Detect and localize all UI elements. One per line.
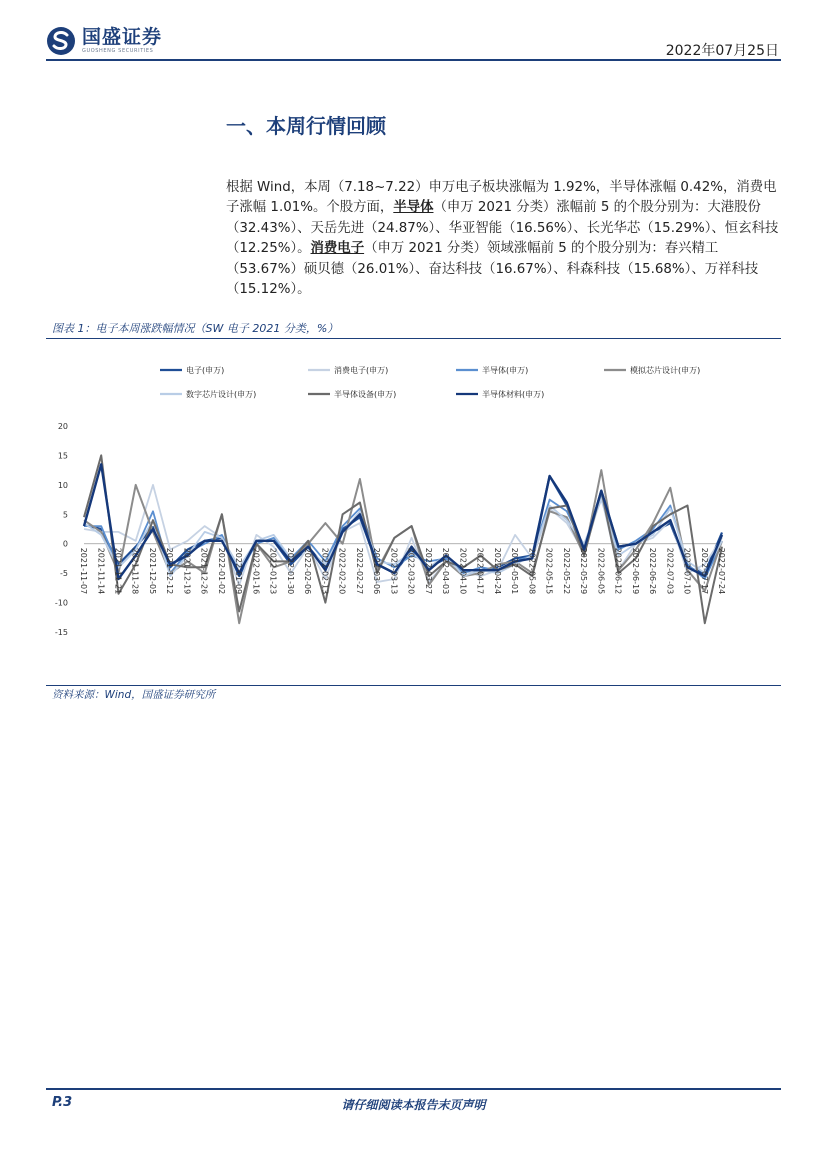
line-chart [46,350,781,680]
y-tick-label: -5 [60,569,68,579]
figure-title: 图表 1：电子本周涨跌幅情况（SW 电子 2021 分类，%） [52,322,339,335]
keyword-consumer-electronics: 消费电子 [310,241,365,257]
x-tick-label: 2022-06-05 [596,547,606,595]
x-tick-label: 2022-03-06 [372,547,382,595]
report-date: 2022年07月25日 [665,43,779,59]
x-tick-label: 2022-06-12 [613,547,623,595]
brand-name: 国盛证券 [82,26,163,48]
x-tick-label: 2022-07-10 [682,547,692,595]
x-tick-label: 2021-11-28 [130,547,140,595]
brand-logo [46,26,162,56]
header-divider [46,59,781,61]
x-tick-label: 2022-04-10 [458,547,468,595]
legend-label: 半导体(申万) [482,366,529,375]
paragraph-part-2: （申万 2021 分类）涨幅前 5 的个股分别为：大港股份（32.43%）、天岳先进（24.87%）、华亚智能（16.56%）、长光华芯（15.29%）、恒玄科技（12.25%）。 [226,200,779,257]
legend-label: 模拟芯片设计(申万) [630,366,701,375]
x-tick-label: 2022-03-27 [423,547,433,595]
series-line [84,485,722,585]
x-tick-label: 2022-05-22 [561,547,571,595]
x-tick-label: 2022-01-23 [268,547,278,595]
x-tick-label: 2022-06-26 [648,547,658,595]
x-tick-label: 2021-12-19 [182,547,192,595]
x-tick-label: 2022-01-16 [251,547,261,595]
legend-label: 电子(申万) [186,366,225,375]
figure-top-divider [46,338,781,339]
y-tick-label: 10 [57,480,68,490]
x-tick-label: 2022-04-24 [492,547,502,595]
x-tick-label: 2021-12-26 [199,547,209,595]
y-tick-label: 15 [57,451,68,461]
section-title: 一、本周行情回顾 [226,114,386,138]
y-tick-label: -10 [54,598,68,608]
x-tick-label: 2022-02-06 [303,547,313,595]
series-line [84,500,722,576]
x-tick-label: 2022-07-24 [717,547,726,595]
x-tick-label: 2022-06-19 [630,547,640,595]
x-tick-label: 2022-04-03 [441,547,451,595]
legend-label: 半导体材料(申万) [482,390,545,399]
paragraph-part-3: （申万 2021 分类）领域涨幅前 5 的个股分别为：春兴精工（53.67%）硕贝德（26.01%）、奋达科技（16.67%）、科森科技（15.68%）、万祥科技（15.12%）。 [226,241,759,298]
footer-divider [46,1088,781,1090]
x-tick-label: 2022-01-30 [285,547,295,595]
logo-mark-icon [46,26,76,56]
y-tick-label: 0 [62,539,68,549]
legend-label: 数字芯片设计(申万) [186,390,257,399]
x-tick-label: 2022-07-17 [699,547,709,595]
body-paragraph [226,178,782,300]
legend-label: 消费电子(申万) [334,366,389,375]
x-tick-label: 2022-05-01 [510,547,520,595]
paragraph-part-1: 根据 Wind，本周（7.18~7.22）申万电子板块涨幅为 1.92%，半导体涨幅 0.42%，消费电子涨幅 1.01%。个股方面， [226,180,777,216]
x-tick-label: 2021-11-21 [113,547,123,595]
y-tick-label: -15 [54,628,68,637]
x-tick-label: 2022-03-13 [389,547,399,595]
x-tick-label: 2022-05-29 [579,547,589,595]
disclaimer-note: 请仔细阅读本报告末页声明 [341,1098,486,1112]
y-tick-label: 5 [62,510,68,520]
series-line [84,455,722,623]
x-tick-label: 2022-03-20 [406,547,416,595]
x-tick-label: 2022-05-08 [527,547,537,595]
x-tick-label: 2022-04-17 [475,547,485,595]
x-tick-label: 2021-12-12 [165,547,175,595]
page-number: P.3 [52,1095,73,1110]
figure-bottom-divider [46,685,781,686]
x-tick-label: 2021-11-07 [79,547,88,595]
x-tick-label: 2021-12-05 [147,547,157,595]
x-tick-label: 2022-05-15 [544,547,554,595]
x-tick-label: 2021-11-14 [96,547,106,595]
legend-label: 半导体设备(申万) [334,390,397,399]
x-tick-label: 2022-02-20 [337,547,347,595]
x-tick-label: 2022-02-27 [354,547,364,595]
x-tick-label: 2022-02-13 [320,547,330,595]
brand-subtitle: GUOSHENG SECURITIES [82,48,154,54]
x-tick-label: 2022-01-09 [234,547,244,595]
series-line [84,470,722,623]
x-tick-label: 2022-07-03 [665,547,675,595]
keyword-semiconductor: 半导体 [393,200,434,216]
y-tick-label: 20 [57,422,68,431]
x-tick-label: 2022-01-02 [216,547,226,595]
figure-source: 资料来源：Wind，国盛证券研究所 [52,689,216,701]
